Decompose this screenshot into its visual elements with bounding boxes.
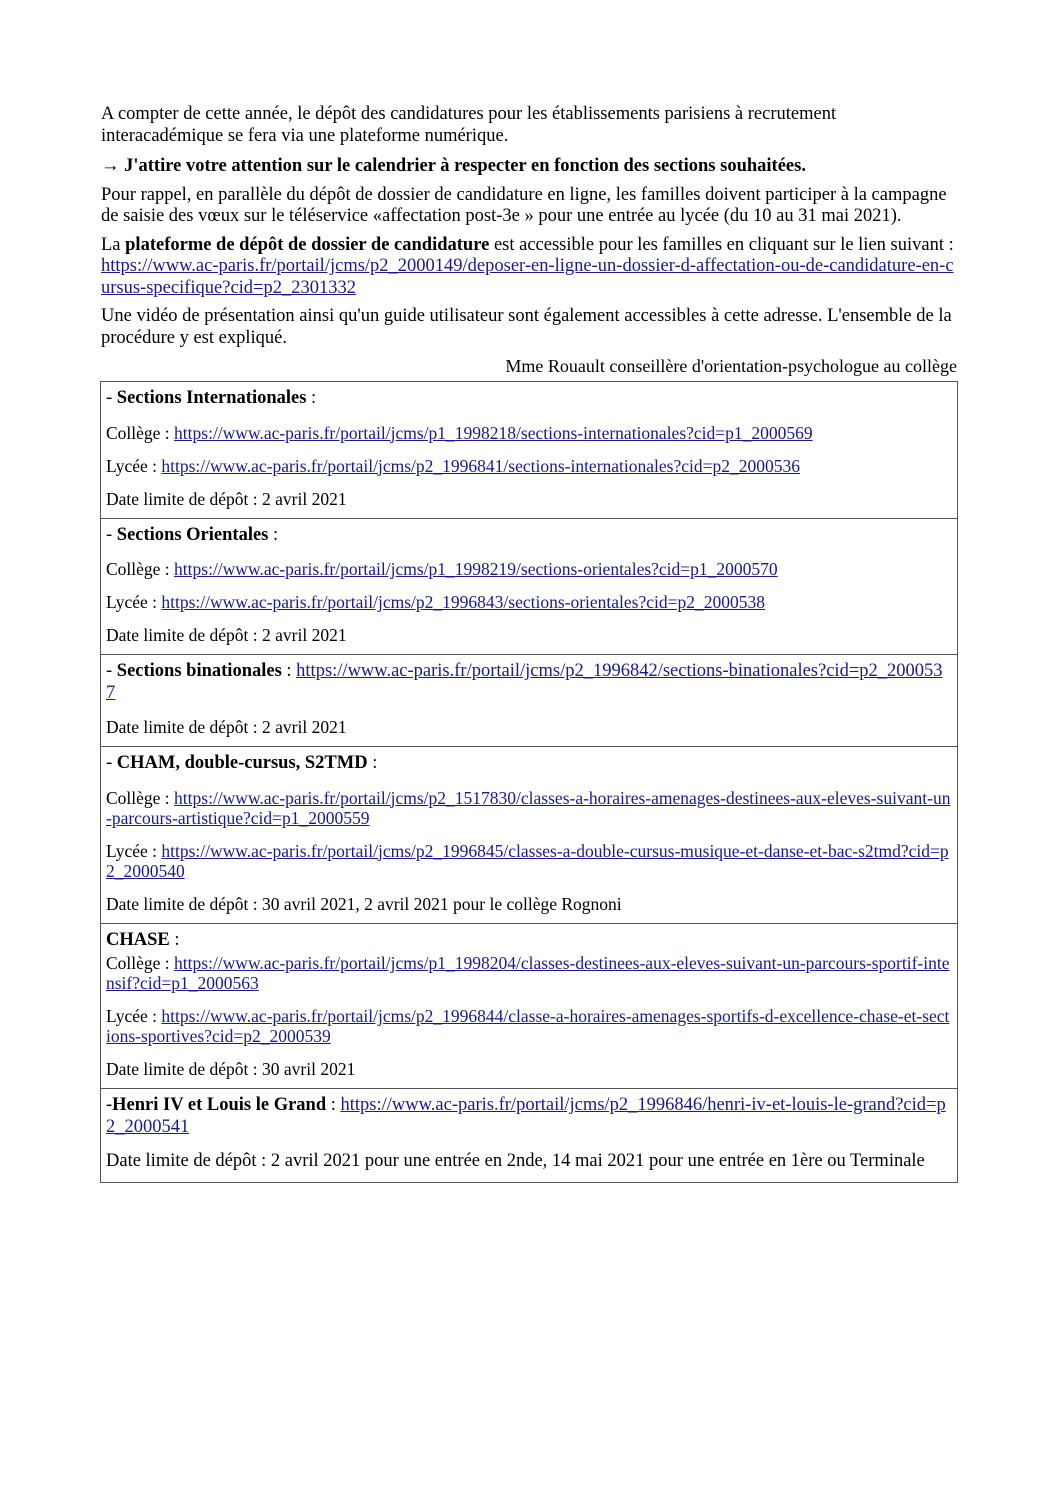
section-henri4	[101, 1089, 958, 1183]
lycee-link[interactable]: https://www.ac-paris.fr/portail/jcms/p2_1996843/sections-orientales?cid=p2_2000538	[161, 592, 766, 612]
section-title: - CHAM, double-cursus, S2TMD :	[106, 753, 378, 773]
college-link[interactable]: https://www.ac-paris.fr/portail/jcms/p2_1517830/classes-a-horaires-amenages-destinees-aux-eleves-suivant-un-parcours-artistique?cid=p1_2000559	[106, 787, 951, 828]
college-link[interactable]: https://www.ac-paris.fr/portail/jcms/p1_1998218/sections-internationales?cid=p1_2000569	[174, 422, 813, 443]
lycee-line: Lycée : https://www.ac-paris.fr/portail/jcms/p2_1996841/sections-internationales?cid=p2_2000536	[106, 455, 800, 476]
section-link[interactable]: https://www.ac-paris.fr/portail/jcms/p2_1996842/sections-binationales?cid=p2_2000537	[106, 661, 943, 703]
lycee-link[interactable]: https://www.ac-paris.fr/portail/jcms/p2_1996844/classe-a-horaires-amenages-sportifs-d-excellence-chase-et-sections-sportives?cid=p2_2000539	[106, 1006, 950, 1046]
lycee-line: Lycée : https://www.ac-paris.fr/portail/jcms/p2_1996845/classes-a-double-cursus-musique-et-danse-et-bac-s2tmd?cid=p2_2000540	[106, 840, 949, 881]
college-link[interactable]: https://www.ac-paris.fr/portail/jcms/p1_1998204/classes-destinees-aux-eleves-suivant-un-parcours-sportif-intensif?cid=p1_2000563	[106, 953, 950, 993]
attention-paragraph	[101, 156, 957, 178]
college-link[interactable]: https://www.ac-paris.fr/portail/jcms/p1_1998219/sections-orientales?cid=p1_2000570	[174, 559, 778, 579]
section-title: - Sections binationales : https://www.ac-paris.fr/portail/jcms/p2_1996842/sections-binationales?cid=p2_2000537	[106, 661, 943, 703]
section-cham	[101, 747, 958, 924]
section-link[interactable]: https://www.ac-paris.fr/portail/jcms/p2_1996846/henri-iv-et-louis-le-grand?cid=p2_2000541	[106, 1095, 946, 1137]
section-title: - Sections Internationales :	[106, 388, 317, 408]
college-line: Collège : https://www.ac-paris.fr/portail/jcms/p2_1517830/classes-a-horaires-amenages-destinees-aux-eleves-suivant-un-parcours-artistique?cid=p1_2000559	[106, 787, 951, 828]
attention-text: J'attire votre attention sur le calendrier à respecter en fonction des sections souhaitées.	[124, 156, 806, 176]
section-binationales	[101, 655, 958, 747]
section-internationales	[101, 382, 958, 519]
platform-text-bold: plateforme de dépôt de dossier de candidature	[125, 234, 490, 255]
deadline: Date limite de dépôt : 2 avril 2021	[106, 717, 347, 737]
section-orientales	[101, 518, 958, 655]
section-title: CHASE :	[106, 929, 180, 950]
college-line: Collège : https://www.ac-paris.fr/portail/jcms/p1_1998219/sections-orientales?cid=p1_2000570	[106, 559, 778, 579]
lycee-link[interactable]: https://www.ac-paris.fr/portail/jcms/p2_1996845/classes-a-double-cursus-musique-et-danse-et-bac-s2tmd?cid=p2_2000540	[106, 840, 949, 881]
lycee-link[interactable]: https://www.ac-paris.fr/portail/jcms/p2_1996841/sections-internationales?cid=p2_2000536	[161, 455, 800, 476]
deadline: Date limite de dépôt : 2 avril 2021	[106, 625, 347, 645]
platform-paragraph	[101, 235, 957, 300]
platform-link[interactable]: https://www.ac-paris.fr/portail/jcms/p2_2000149/deposer-en-ligne-un-dossier-d-affectation-ou-de-candidature-en-cursus-specifique?cid=p2_2301332	[101, 256, 954, 298]
lycee-line: Lycée : https://www.ac-paris.fr/portail/jcms/p2_1996843/sections-orientales?cid=p2_2000538	[106, 592, 766, 612]
video-paragraph: Une vidéo de présentation ainsi qu'un guide utilisateur sont également accessibles à cette adresse. L'ensemble de la procédure y est expliqué.	[101, 306, 952, 348]
sections-table	[100, 381, 958, 1183]
deadline: Date limite de dépôt : 30 avril 2021, 2 avril 2021 pour le collège Rognoni	[106, 893, 622, 914]
arrow-icon: →	[101, 156, 125, 176]
deadline: Date limite de dépôt : 2 avril 2021	[106, 488, 347, 509]
signature: Mme Rouault conseillère d'orientation-psychologue au collège	[505, 356, 957, 376]
document-page	[101, 104, 957, 1183]
platform-text-b: est accessible pour les familles en cliquant sur le lien suivant :	[489, 234, 954, 255]
reminder-paragraph: Pour rappel, en parallèle du dépôt de dossier de candidature en ligne, les familles doivent participer à la campagne de saisie des vœux sur le téléservice «affectation post-3e » pour une entrée au lycée (du 10 au 31 mai 2021).	[101, 184, 947, 226]
college-line: Collège : https://www.ac-paris.fr/portail/jcms/p1_1998204/classes-destinees-aux-eleves-suivant-un-parcours-sportif-intensif?cid=p1_2000563	[106, 953, 950, 993]
college-line: Collège : https://www.ac-paris.fr/portail/jcms/p1_1998218/sections-internationales?cid=p1_2000569	[106, 422, 813, 443]
intro-paragraph: A compter de cette année, le dépôt des candidatures pour les établissements parisiens à recrutement interacadémique se fera via une plateforme numérique.	[101, 104, 837, 146]
deadline: Date limite de dépôt : 2 avril 2021 pour une entrée en 2nde, 14 mai 2021 pour une entrée en 1ère ou Terminale	[106, 1151, 925, 1171]
deadline: Date limite de dépôt : 30 avril 2021	[106, 1059, 356, 1079]
lycee-line: Lycée : https://www.ac-paris.fr/portail/jcms/p2_1996844/classe-a-horaires-amenages-sportifs-d-excellence-chase-et-sections-sportives?cid=p2_2000539	[106, 1006, 950, 1046]
section-title: - Sections Orientales :	[106, 524, 279, 545]
section-chase	[101, 923, 958, 1089]
section-title: -Henri IV et Louis le Grand : https://www.ac-paris.fr/portail/jcms/p2_1996846/henri-iv-et-louis-le-grand?cid=p2_2000541	[106, 1095, 946, 1137]
platform-text-a: La	[101, 234, 126, 255]
